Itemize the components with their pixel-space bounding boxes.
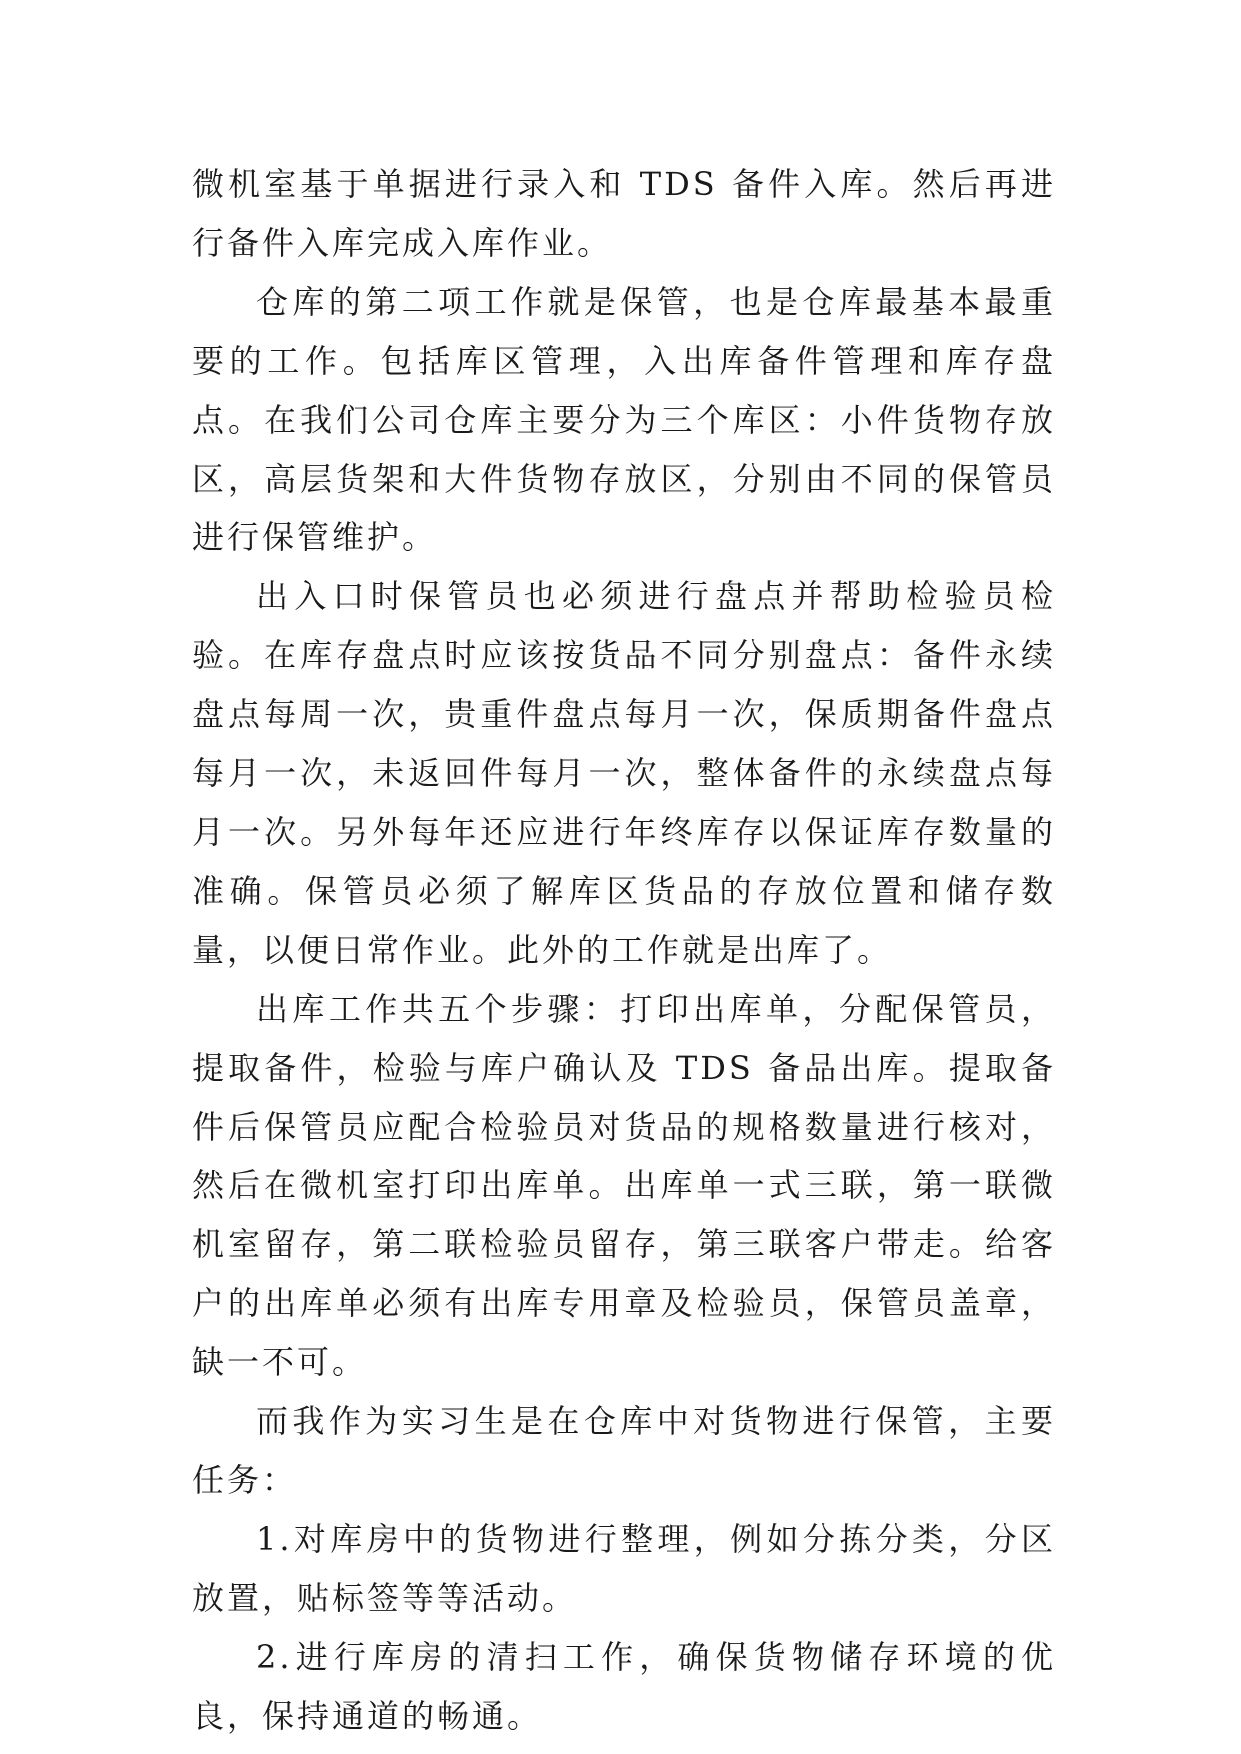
paragraph-2: 仓库的第二项工作就是保管，也是仓库最基本最重要的工作。包括库区管理，入出库备件管理和库存盘点。在我们公司仓库主要分为三个库区：小件货物存放区，高层货架和大件货物存放区，分别由不同的保管员进行保管维护。 bbox=[192, 282, 1056, 557]
document-body bbox=[192, 155, 1056, 1745]
list-item-1: 1.对库房中的货物进行整理，例如分拣分类，分区放置，贴标签等等活动。 bbox=[192, 1519, 1056, 1617]
paragraph-5: 而我作为实习生是在仓库中对货物进行保管，主要任务： bbox=[192, 1402, 1056, 1499]
list-item-2: 2.进行库房的清扫工作，确保货物储存环境的优良，保持通道的畅通。 bbox=[192, 1637, 1056, 1735]
paragraph-4: 出库工作共五个步骤：打印出库单，分配保管员，提取备件，检验与库户确认及 TDS 备品出库。提取备件后保管员应配合检验员对货品的规格数量进行核对，然后在微机室打印出库单。出库单一式三联，第一联微机室留存，第二联检验员留存，第三联客户带走。给客户的出库单必须有出库专用章及检验员，保管员盖章，缺一不可。 bbox=[192, 989, 1056, 1382]
paragraph-3: 出入口时保管员也必须进行盘点并帮助检验员检验。在库存盘点时应该按货品不同分别盘点：备件永续盘点每周一次，贵重件盘点每月一次，保质期备件盘点每月一次，未返回件每月一次，整体备件的永续盘点每月一次。另外每年还应进行年终库存以保证库存数量的准确。保管员必须了解库区货品的存放位置和储存数量，以便日常作业。此外的工作就是出库了。 bbox=[192, 577, 1056, 969]
paragraph-1: 微机室基于单据进行录入和 TDS 备件入库。然后再进行备件入库完成入库作业。 bbox=[192, 165, 1056, 262]
